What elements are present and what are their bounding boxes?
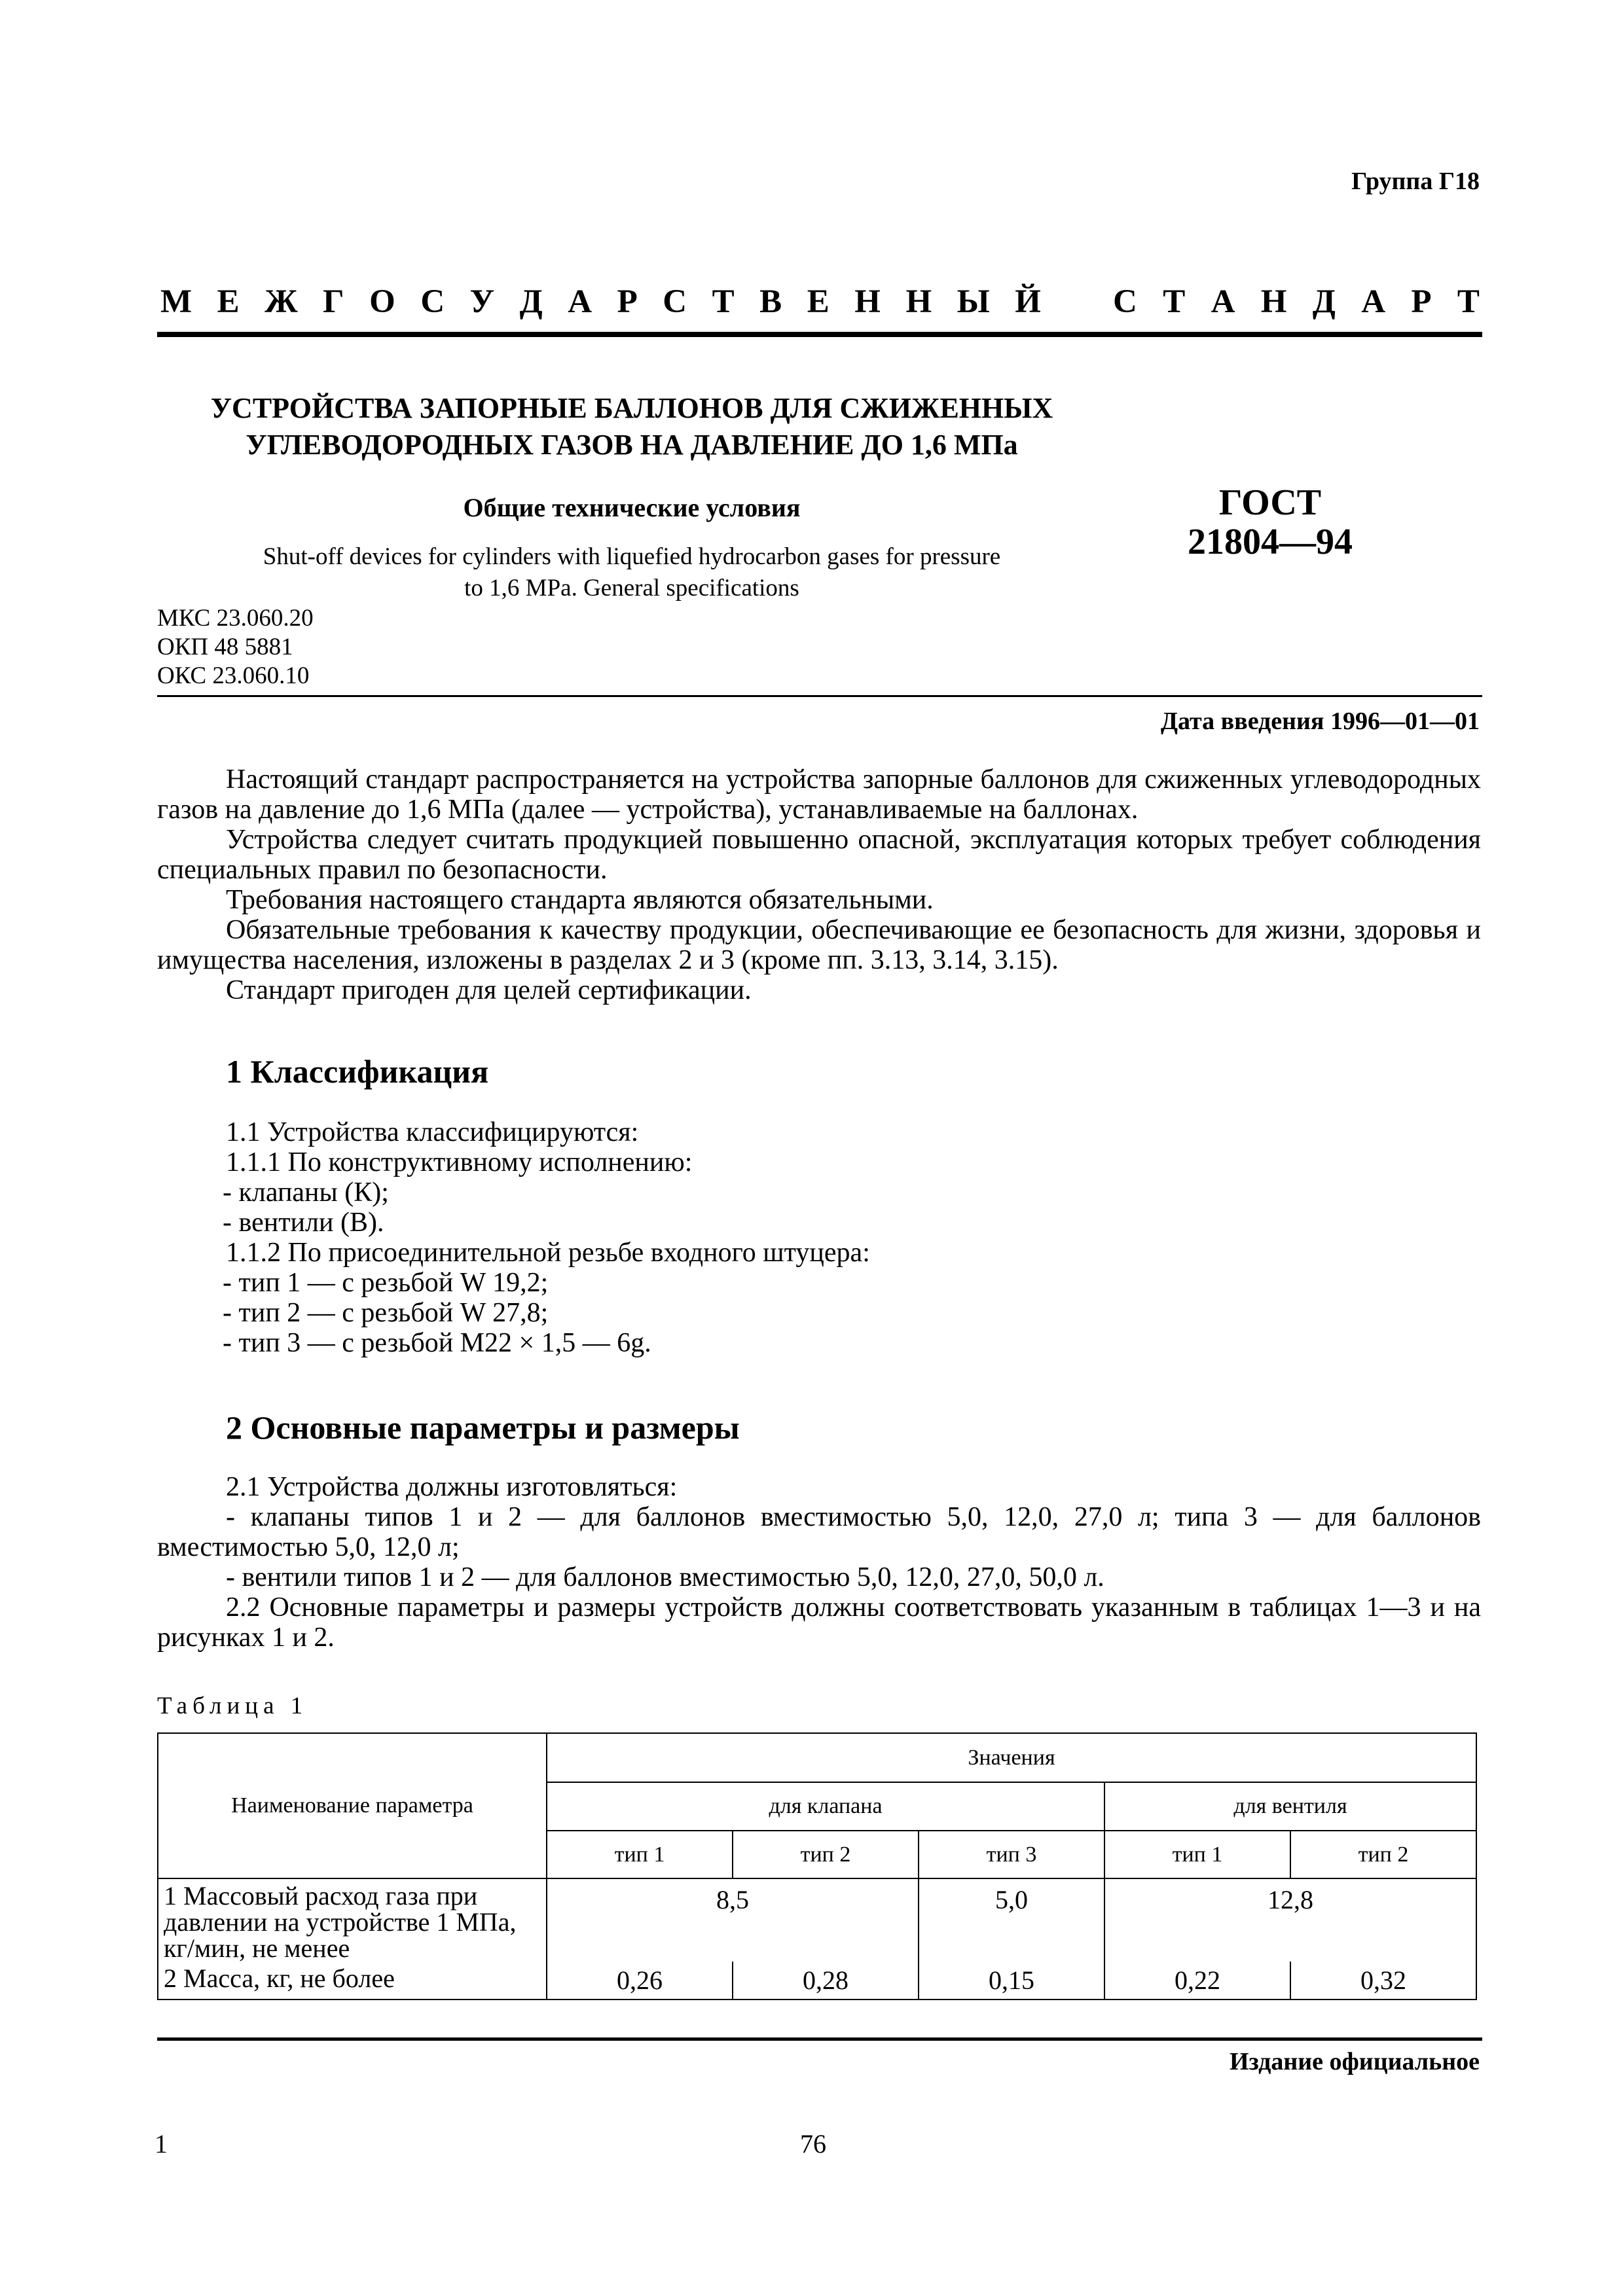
type-header: тип 3 <box>919 1831 1104 1878</box>
value-cell: 0,26 <box>547 1962 733 2000</box>
table-1 <box>157 1732 1477 2000</box>
type-header: тип 1 <box>1104 1831 1290 1878</box>
banner-letter: А <box>1361 283 1386 320</box>
value-cell: 0,15 <box>919 1962 1104 2000</box>
intro-paragraph: Настоящий стандарт распространяется на устройства запорные баллонов для сжиженных углеводородных газов на давление до 1,6 МПа (далее — устройства), устанавливаемые на баллонах. <box>157 764 1481 825</box>
banner-letter: М <box>160 283 192 320</box>
value-cell: 5,0 <box>919 1878 1104 1962</box>
table-row <box>158 1878 1476 1962</box>
english-title-line-2: to 1,6 MPa. General specifications <box>464 575 799 601</box>
banner-letter: Т <box>1163 283 1186 320</box>
gost-number: 21804—94 <box>1188 522 1353 562</box>
banner-letter: В <box>759 283 782 320</box>
intro-text <box>157 764 1481 1005</box>
code-okp: ОКП 48 5881 <box>157 634 293 660</box>
table-header-row <box>158 1733 1476 1782</box>
official-edition-label: Издание официальное <box>1229 2048 1480 2075</box>
value-cell: 8,5 <box>547 1878 919 1962</box>
gost-label: ГОСТ <box>1218 482 1322 523</box>
banner-letter: Р <box>617 283 638 320</box>
section-2-heading: 2 Основные параметры и размеры <box>226 1409 740 1446</box>
value-cell: 0,32 <box>1290 1962 1476 2000</box>
value-cell: 0,22 <box>1104 1962 1290 2000</box>
table-row <box>158 1962 1476 2000</box>
banner-rule <box>157 332 1482 337</box>
intro-paragraph: Стандарт пригоден для целей сертификации. <box>226 975 752 1005</box>
intro-paragraph: Требования настоящего стандарта являются обязательными. <box>226 885 934 915</box>
banner-letter: А <box>1211 283 1235 320</box>
banner-letter: С <box>420 283 445 320</box>
banner-letter: Й <box>1015 283 1041 320</box>
list-item: 1.1 Устройства классифицируются: <box>226 1117 639 1147</box>
type-header: тип 1 <box>547 1831 733 1878</box>
list-item: - вентили (В). <box>223 1208 384 1238</box>
page-number-center: 76 <box>800 2129 826 2159</box>
banner-letter: Н <box>1260 283 1287 320</box>
intro-paragraph: Устройства следует считать продукцией повышенно опасной, эксплуатация которых требует соблюдения специальных правил по безопасности. <box>157 825 1481 885</box>
footer-rule <box>157 2037 1482 2041</box>
section-1-heading: 1 Классификация <box>226 1053 489 1090</box>
banner-letter: Е <box>217 283 240 320</box>
banner-word-interstate <box>160 283 1041 325</box>
param-name: 2 Масса, кг, не более <box>158 1962 547 2000</box>
list-item: 1.1.1 По конструктивному исполнению: <box>226 1147 693 1177</box>
title-block <box>160 390 1103 604</box>
gost-designation <box>1139 483 1401 562</box>
value-cell: 12,8 <box>1104 1878 1476 1962</box>
page-number-left: 1 <box>155 2129 168 2159</box>
section-2-paragraph: - вентили типов 1 и 2 — для баллонов вместимостью 5,0, 12,0, 27,0, 50,0 л. <box>226 1562 1104 1592</box>
section-1-list <box>157 1117 870 1358</box>
banner-letter: С <box>663 283 687 320</box>
banner-letter: Т <box>1457 283 1480 320</box>
table-caption: Таблица 1 <box>157 1693 308 1719</box>
type-header: тип 2 <box>1290 1831 1476 1878</box>
banner-letter: Д <box>1312 283 1336 320</box>
section-2-text <box>157 1472 1481 1653</box>
code-oks: ОКС 23.060.10 <box>157 662 310 689</box>
section-2-paragraph: 2.1 Устройства должны изготовляться: <box>226 1472 678 1502</box>
codes-rule <box>157 695 1482 697</box>
banner-letter: Д <box>519 283 543 320</box>
banner-letter: С <box>1113 283 1137 320</box>
banner-word-standard <box>1113 283 1480 325</box>
banner-letter: Ж <box>264 283 298 320</box>
english-title <box>160 541 1103 604</box>
list-item: - тип 2 — с резьбой W 27,8; <box>223 1298 549 1328</box>
group-valve-header: для клапана <box>547 1782 1104 1831</box>
introduction-date: Дата введения 1996—01—01 <box>1160 708 1480 735</box>
title-line-1: УСТРОЙСТВА ЗАПОРНЫЕ БАЛЛОНОВ ДЛЯ СЖИЖЕННЫХ <box>210 392 1053 424</box>
title-line-2: УГЛЕВОДОРОДНЫХ ГАЗОВ НА ДАВЛЕНИЕ ДО 1,6 МПа <box>246 429 1018 461</box>
list-item: - клапаны (К); <box>223 1177 389 1208</box>
group-vent-header: для вентиля <box>1104 1782 1476 1831</box>
banner-letter: Е <box>807 283 830 320</box>
code-mks: МКС 23.060.20 <box>157 605 314 632</box>
banner-letter: Т <box>712 283 735 320</box>
english-title-line-1: Shut-off devices for cylinders with liquefied hydrocarbon gases for pressure <box>263 543 1001 570</box>
intro-paragraph: Обязательные требования к качеству продукции, обеспечивающие ее безопасность для жизни, здоровья и имущества населения, изложены в разделах 2 и 3 (кроме пп. 3.13, 3.14, 3.15). <box>157 915 1481 975</box>
group-label: Группа Г18 <box>1351 168 1480 195</box>
banner-letter: Г <box>323 283 344 320</box>
banner-letter: Ы <box>957 283 990 320</box>
standard-banner <box>160 283 1480 325</box>
list-item: - тип 3 — с резьбой М22 × 1,5 — 6g. <box>223 1328 651 1358</box>
type-header: тип 2 <box>733 1831 919 1878</box>
banner-letter: Р <box>1411 283 1432 320</box>
banner-letter: А <box>568 283 593 320</box>
banner-letter: О <box>369 283 395 320</box>
param-name: 1 Массовый расход газа при давлении на устройстве 1 МПа, кг/мин, не менее <box>158 1878 547 1962</box>
banner-letter: У <box>469 283 495 320</box>
subtitle: Общие технические условия <box>463 493 801 522</box>
banner-letter: Н <box>854 283 881 320</box>
section-2-paragraph: - клапаны типов 1 и 2 — для баллонов вместимостью 5,0, 12,0, 27,0 л; типа 3 — для баллонов вместимостью 5,0, 12,0 л; <box>157 1502 1481 1562</box>
section-2-paragraph: 2.2 Основные параметры и размеры устройств должны соответствовать указанным в таблицах 1—3 и на рисунках 1 и 2. <box>157 1592 1481 1653</box>
banner-letter: Н <box>905 283 932 320</box>
list-item: - тип 1 — с резьбой W 19,2; <box>223 1268 549 1298</box>
list-item: 1.1.2 По присоединительной резьбе входного штуцера: <box>226 1238 870 1268</box>
param-header: Наименование параметра <box>158 1733 547 1878</box>
value-cell: 0,28 <box>733 1962 919 2000</box>
values-header: Значения <box>547 1733 1476 1782</box>
classification-codes <box>157 604 314 691</box>
